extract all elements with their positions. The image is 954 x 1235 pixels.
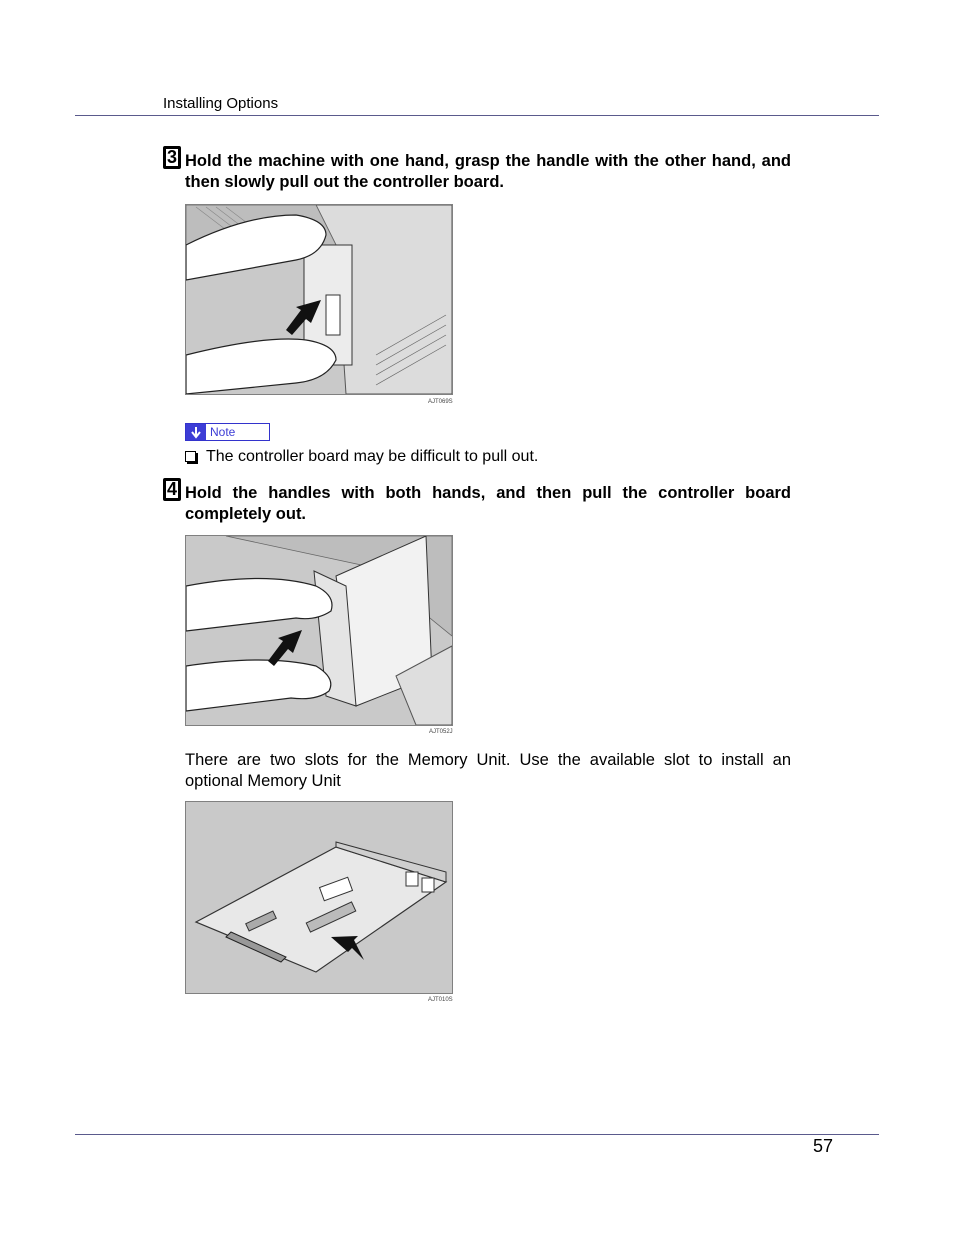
figure-pull-out-board xyxy=(185,204,453,395)
note-item-text: The controller board may be difficult to pull out. xyxy=(206,448,539,465)
checkbox-bullet-icon xyxy=(185,451,196,462)
illustration-remove-board xyxy=(186,536,452,725)
section-title: Installing Options xyxy=(163,95,279,112)
figure-code: AJT010S xyxy=(428,997,453,1003)
illustration-pull-out-board xyxy=(186,205,452,394)
figure-code: AJT052J xyxy=(429,729,453,735)
step-number-4: 4 xyxy=(163,478,181,501)
page-number: 57 xyxy=(813,1136,834,1156)
step-number-3: 3 xyxy=(163,146,181,169)
note-item xyxy=(185,448,538,466)
note-badge xyxy=(185,423,270,441)
figure-controller-board xyxy=(185,801,453,994)
footer-rule xyxy=(75,1134,879,1135)
step-3-text: Hold the machine with one hand, grasp the handle with the other hand, and then slowly pull out the controller board. xyxy=(185,152,791,191)
figure-code: AJT069S xyxy=(428,399,453,405)
figure-remove-board xyxy=(185,535,453,726)
note-label: Note xyxy=(210,425,236,439)
arrow-down-icon xyxy=(186,424,206,440)
step-4-text: Hold the handles with both hands, and then pull the controller board completely out. xyxy=(185,484,791,523)
illustration-controller-board xyxy=(186,802,452,993)
header-rule xyxy=(75,115,879,116)
memory-unit-paragraph: There are two slots for the Memory Unit. Use the available slot to install an optional Memory Unit xyxy=(185,751,791,790)
